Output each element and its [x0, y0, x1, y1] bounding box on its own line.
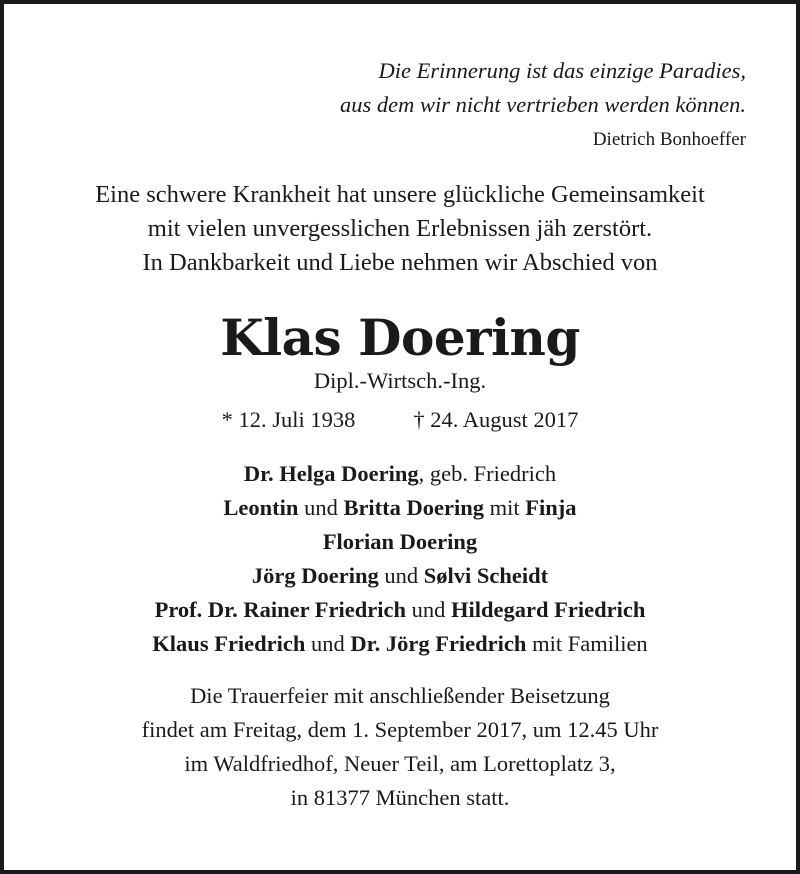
mourner-name: Klaus Friedrich	[152, 631, 306, 656]
mourner-line	[0, 525, 800, 559]
mourner-text: und	[406, 597, 452, 622]
deceased-title: Dipl.-Wirtsch.-Ing.	[313, 368, 487, 393]
quote-line: aus dem wir nicht vertrieben werden können.	[340, 92, 746, 117]
epigraph-quote	[340, 54, 746, 122]
mourner-text: und	[378, 563, 424, 588]
deceased-name: Klas Doering	[220, 308, 580, 367]
intro-text	[0, 178, 800, 280]
mourner-line	[0, 559, 800, 593]
mourner-name: Dr. Jörg Friedrich	[350, 631, 527, 656]
mourner-name: Jörg Doering	[251, 563, 379, 588]
mourner-name: Prof. Dr. Rainer Friedrich	[154, 597, 407, 622]
mourner-text: mit	[484, 495, 526, 520]
funeral-service-info	[0, 679, 800, 815]
intro-line: In Dankbarkeit und Liebe nehmen wir Abschied von	[142, 249, 658, 276]
mourner-name: Sølvi Scheidt	[423, 563, 549, 588]
mourner-text: mit Familien	[526, 631, 648, 656]
quote-line: Die Erinnerung ist das einzige Paradies,	[378, 58, 746, 83]
mourner-line	[0, 593, 800, 627]
mourner-text: und	[298, 495, 344, 520]
service-line: in 81377 München statt.	[290, 785, 510, 810]
mourner-text: , geb. Friedrich	[418, 461, 557, 486]
quote-author: Dietrich Bonhoeffer	[592, 129, 746, 150]
mourner-name: Florian Doering	[322, 529, 478, 554]
mourner-name: Hildegard Friedrich	[451, 597, 646, 622]
mourner-line	[0, 491, 800, 525]
mourners-list	[0, 457, 800, 661]
mourner-name: Leontin	[223, 495, 299, 520]
intro-line: mit vielen unvergesslichen Erlebnissen jäh zerstört.	[147, 215, 653, 242]
intro-line: Eine schwere Krankheit hat unsere glückliche Gemeinsamkeit	[95, 181, 705, 208]
service-line: findet am Freitag, dem 1. September 2017, um 12.45 Uhr	[141, 717, 659, 742]
mourner-line	[0, 457, 800, 491]
life-dates	[0, 405, 800, 435]
service-line: im Waldfriedhof, Neuer Teil, am Lorettoplatz 3,	[184, 751, 616, 776]
mourner-name: Finja	[525, 495, 577, 520]
mourner-name: Dr. Helga Doering	[243, 461, 419, 486]
service-line: Die Trauerfeier mit anschließender Beisetzung	[190, 683, 610, 708]
mourner-name: Britta Doering	[343, 495, 485, 520]
birth-date: * 12. Juli 1938	[221, 407, 356, 432]
mourner-line	[0, 627, 800, 661]
death-date: † 24. August 2017	[413, 407, 579, 432]
mourner-text: und	[305, 631, 351, 656]
